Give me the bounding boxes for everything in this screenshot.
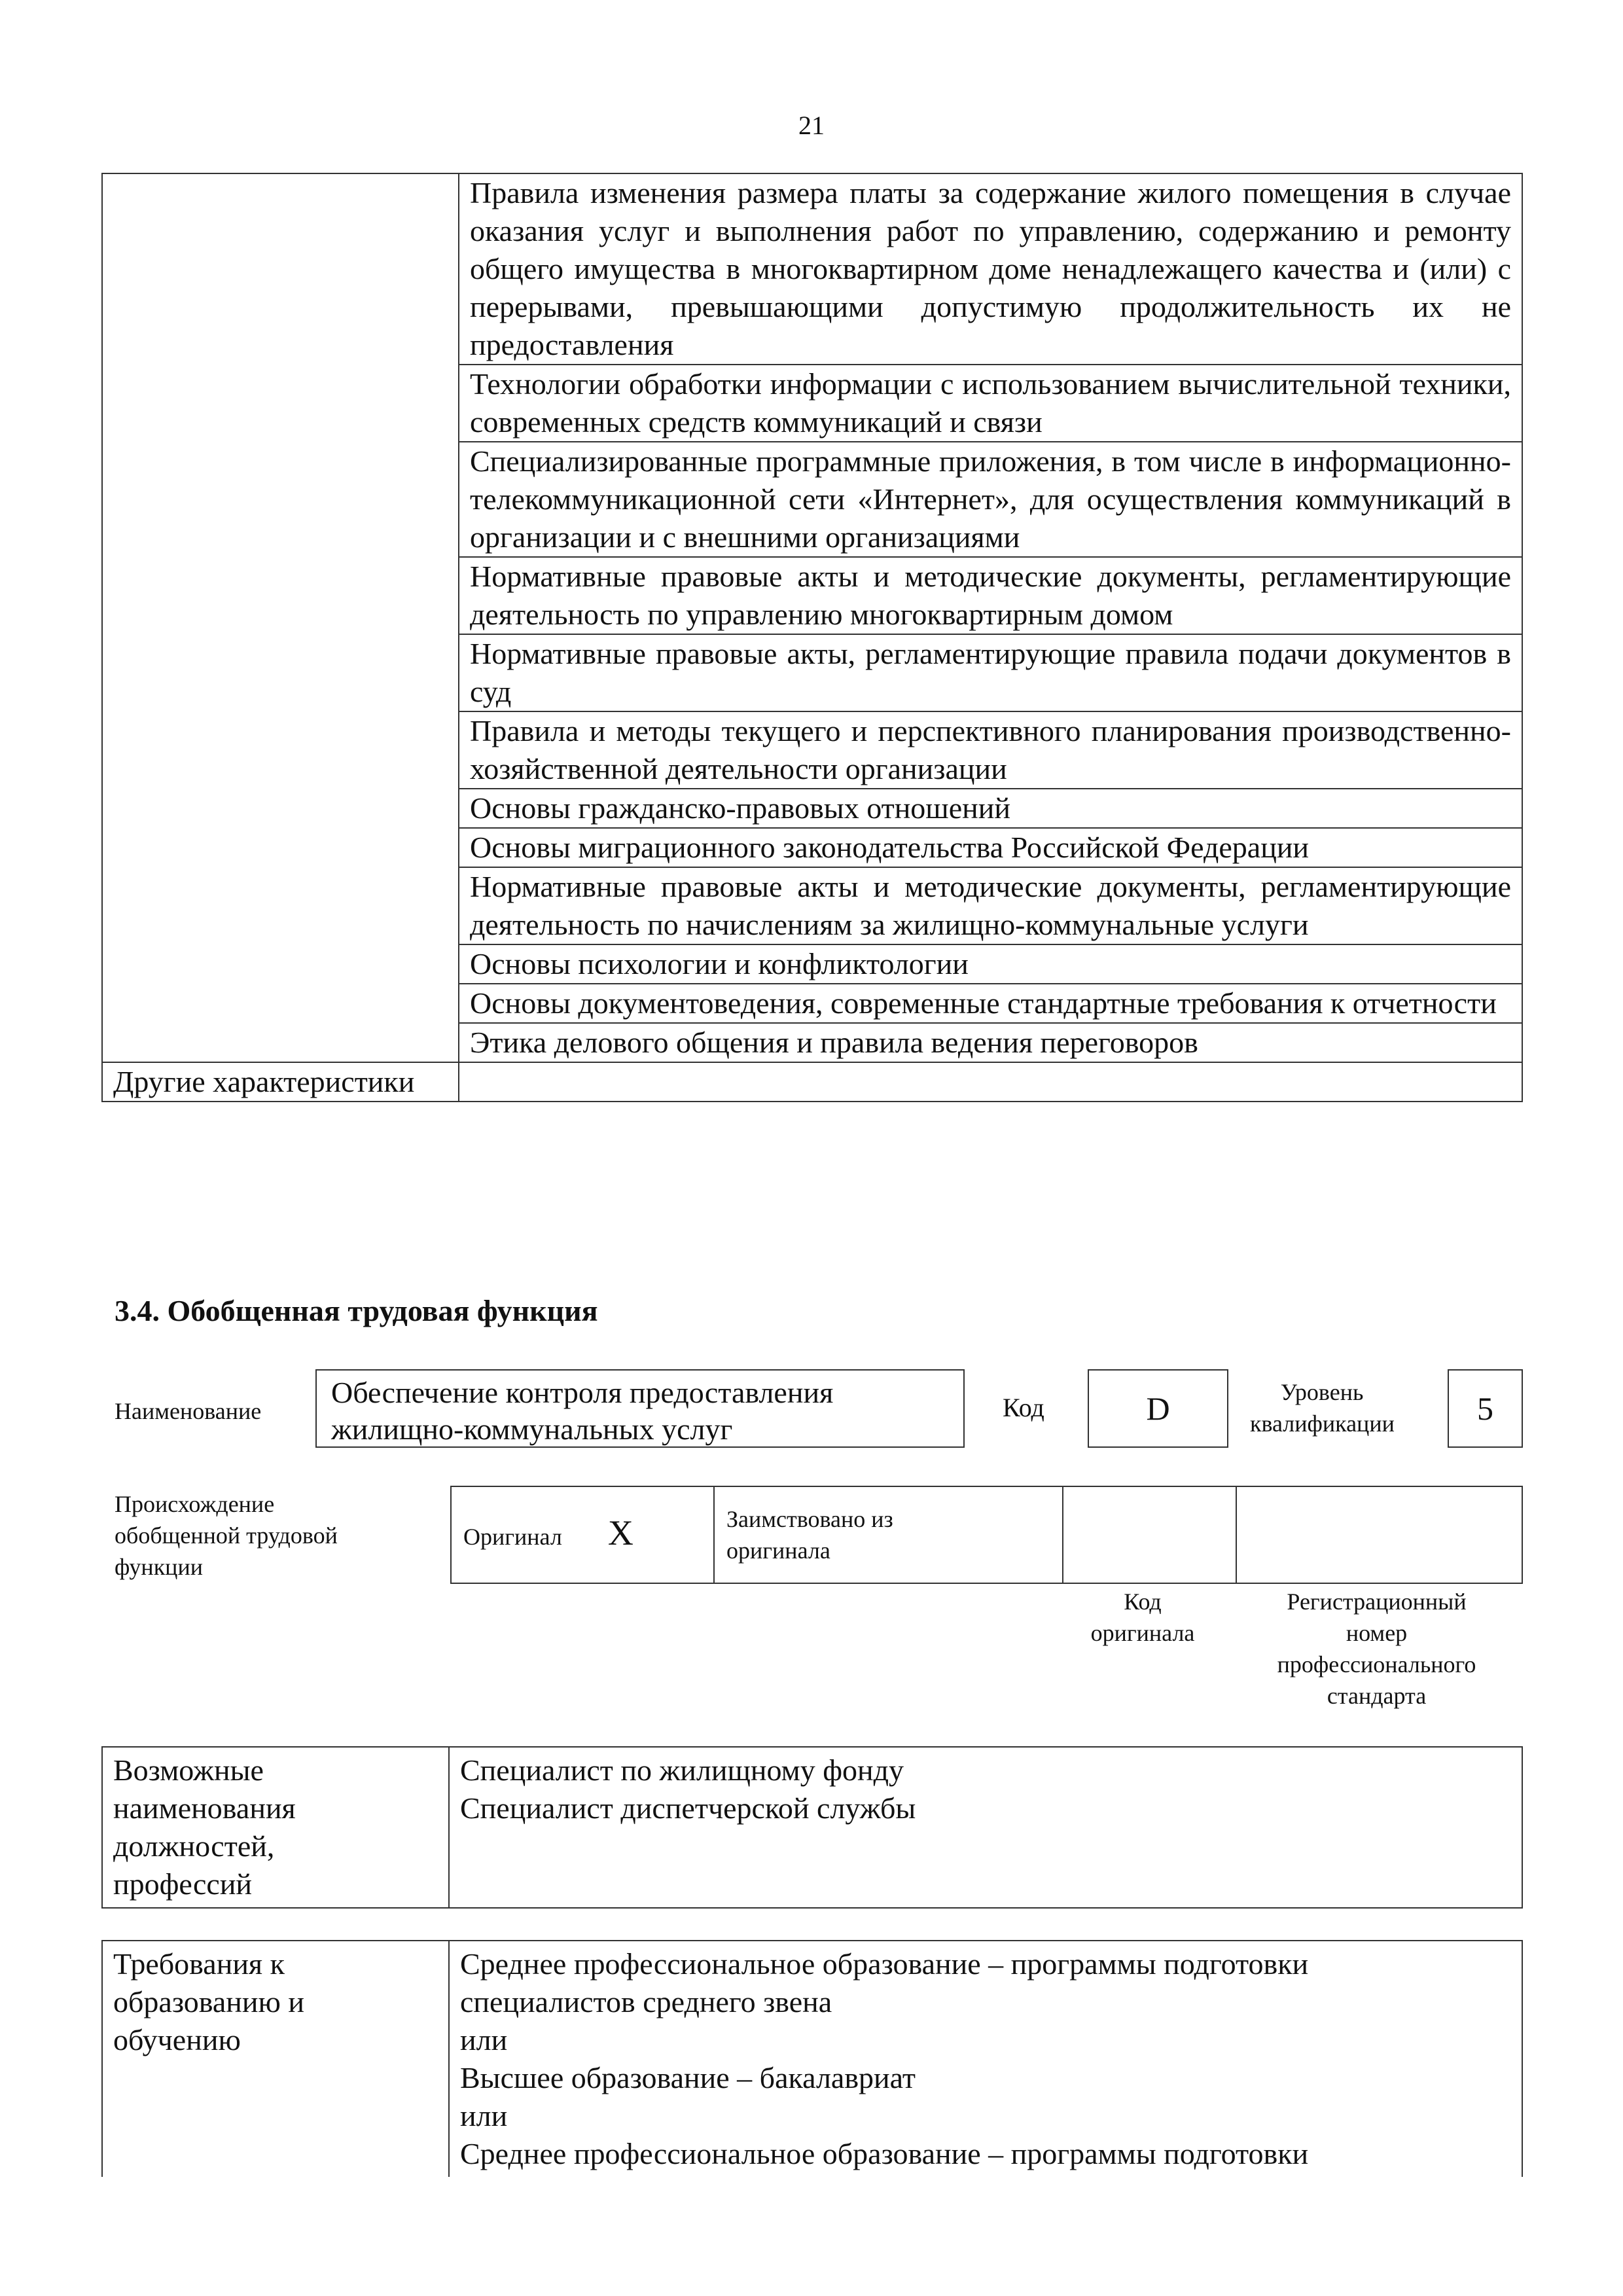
borrowed-label-line: оригинала [726, 1537, 830, 1564]
position-item: Специалист диспетчерской службы [460, 1791, 916, 1825]
other-characteristics-label: Другие характеристики [102, 1062, 459, 1102]
education-line: Высшее образование – бакалавриат [460, 2061, 916, 2094]
level-label-line: Уровень [1280, 1379, 1364, 1405]
table-row [102, 1747, 1522, 1908]
education-line: или [460, 2099, 508, 2132]
positions-label-line: Возможные [113, 1753, 264, 1787]
education-label [102, 1941, 449, 2177]
function-name-box [315, 1369, 965, 1448]
education-label-line: обучению [113, 2023, 241, 2056]
borrowed-label-line: Заимствовано из [726, 1506, 893, 1532]
function-name-line: Обеспечение контроля предоставления [331, 1376, 834, 1409]
origin-label-line: Происхождение [115, 1491, 275, 1517]
positions-list [449, 1747, 1522, 1908]
original-cell [451, 1486, 714, 1583]
knowledge-item: Основы миграционного законодательства Российской Федерации [459, 828, 1522, 867]
qualification-level-box: 5 [1448, 1369, 1523, 1448]
origin-label-line: обобщенной трудовой [115, 1522, 338, 1549]
caption-line: оригинала [1090, 1620, 1195, 1646]
knowledge-item: Нормативные правовые акты, регламентирующие правила подачи документов в суд [459, 634, 1522, 711]
original-label: Оригинал [463, 1524, 562, 1550]
knowledge-item: Правила и методы текущего и перспективного планирования производственно-хозяйственной деятельности организации [459, 711, 1522, 789]
education-line: специалистов среднего звена [460, 1985, 832, 2018]
knowledge-item: Основы документоведения, современные стандартные требования к отчетности [459, 984, 1522, 1023]
table-row [102, 1062, 1522, 1102]
knowledge-item: Правила изменения размера платы за содержание жилого помещения в случае оказания услуг и выполнения работ по управлению, содержанию и ремонту общего имущества в многоквартирном доме ненадлежащего качества и (или) с перерывами, превышающими допустимую продолжительность их не предоставления [459, 173, 1522, 365]
table-row [102, 1941, 1522, 2177]
education-label-line: образованию и [113, 1985, 304, 2018]
table-row [102, 173, 1522, 365]
code-label: Код [1003, 1393, 1044, 1422]
positions-label-line: профессий [113, 1867, 253, 1901]
caption-line: профессионального [1277, 1651, 1476, 1677]
table-row [451, 1486, 1522, 1583]
knowledge-item: Технологии обработки информации с использованием вычислительной техники, современных средств коммуникаций и связи [459, 365, 1522, 442]
caption-line: Регистрационный [1287, 1588, 1467, 1615]
caption-line: Код [1124, 1588, 1162, 1615]
registration-number-caption [1230, 1586, 1523, 1712]
original-mark: X [607, 1513, 633, 1552]
knowledge-table [101, 173, 1523, 1102]
positions-label-line: наименования [113, 1791, 296, 1825]
origin-label-line: функции [115, 1554, 203, 1580]
level-label-line: квалификации [1250, 1410, 1395, 1437]
position-item: Специалист по жилищному фонду [460, 1753, 904, 1787]
education-table [101, 1940, 1523, 2177]
page-number: 21 [798, 111, 825, 140]
caption-line: номер [1346, 1620, 1408, 1646]
origin-label [115, 1488, 402, 1583]
original-code-cell [1063, 1486, 1236, 1583]
original-code-caption [1058, 1586, 1228, 1649]
registration-number-cell [1236, 1486, 1522, 1583]
knowledge-item: Нормативные правовые акты и методические документы, регламентирующие деятельность по начислениям за жилищно-коммунальные услуги [459, 867, 1522, 944]
origin-table [450, 1486, 1523, 1584]
education-requirements [449, 1941, 1522, 2177]
caption-line: стандарта [1327, 1683, 1427, 1709]
knowledge-item: Этика делового общения и правила ведения переговоров [459, 1023, 1522, 1062]
function-name-line: жилищно-коммунальных услуг [331, 1412, 733, 1446]
qualification-level-label [1250, 1376, 1394, 1439]
code-value-box: D [1088, 1369, 1228, 1448]
knowledge-item: Нормативные правовые акты и методические документы, регламентирующие деятельность по управлению многоквартирным домом [459, 557, 1522, 634]
education-line: Среднее профессиональное образование – программы подготовки [460, 2137, 1309, 2170]
knowledge-item: Основы психологии и конфликтологии [459, 944, 1522, 984]
positions-label-line: должностей, [113, 1829, 275, 1863]
education-line: Среднее профессиональное образование – программы подготовки [460, 1947, 1309, 1981]
education-label-line: Требования к [113, 1947, 285, 1981]
knowledge-item: Специализированные программные приложения, в том числе в информационно-телекоммуникационной сети «Интернет», для осуществления коммуникаций в организации и с внешними организациями [459, 442, 1522, 557]
knowledge-label-cell [102, 173, 459, 1062]
knowledge-item: Основы гражданско-правовых отношений [459, 789, 1522, 828]
positions-table [101, 1746, 1523, 1909]
name-label: Наименование [115, 1398, 262, 1424]
section-title: 3.4. Обобщенная трудовая функция [115, 1294, 598, 1327]
education-line: или [460, 2023, 508, 2056]
borrowed-cell [714, 1486, 1063, 1583]
other-characteristics-value [459, 1062, 1522, 1102]
positions-label [102, 1747, 449, 1908]
